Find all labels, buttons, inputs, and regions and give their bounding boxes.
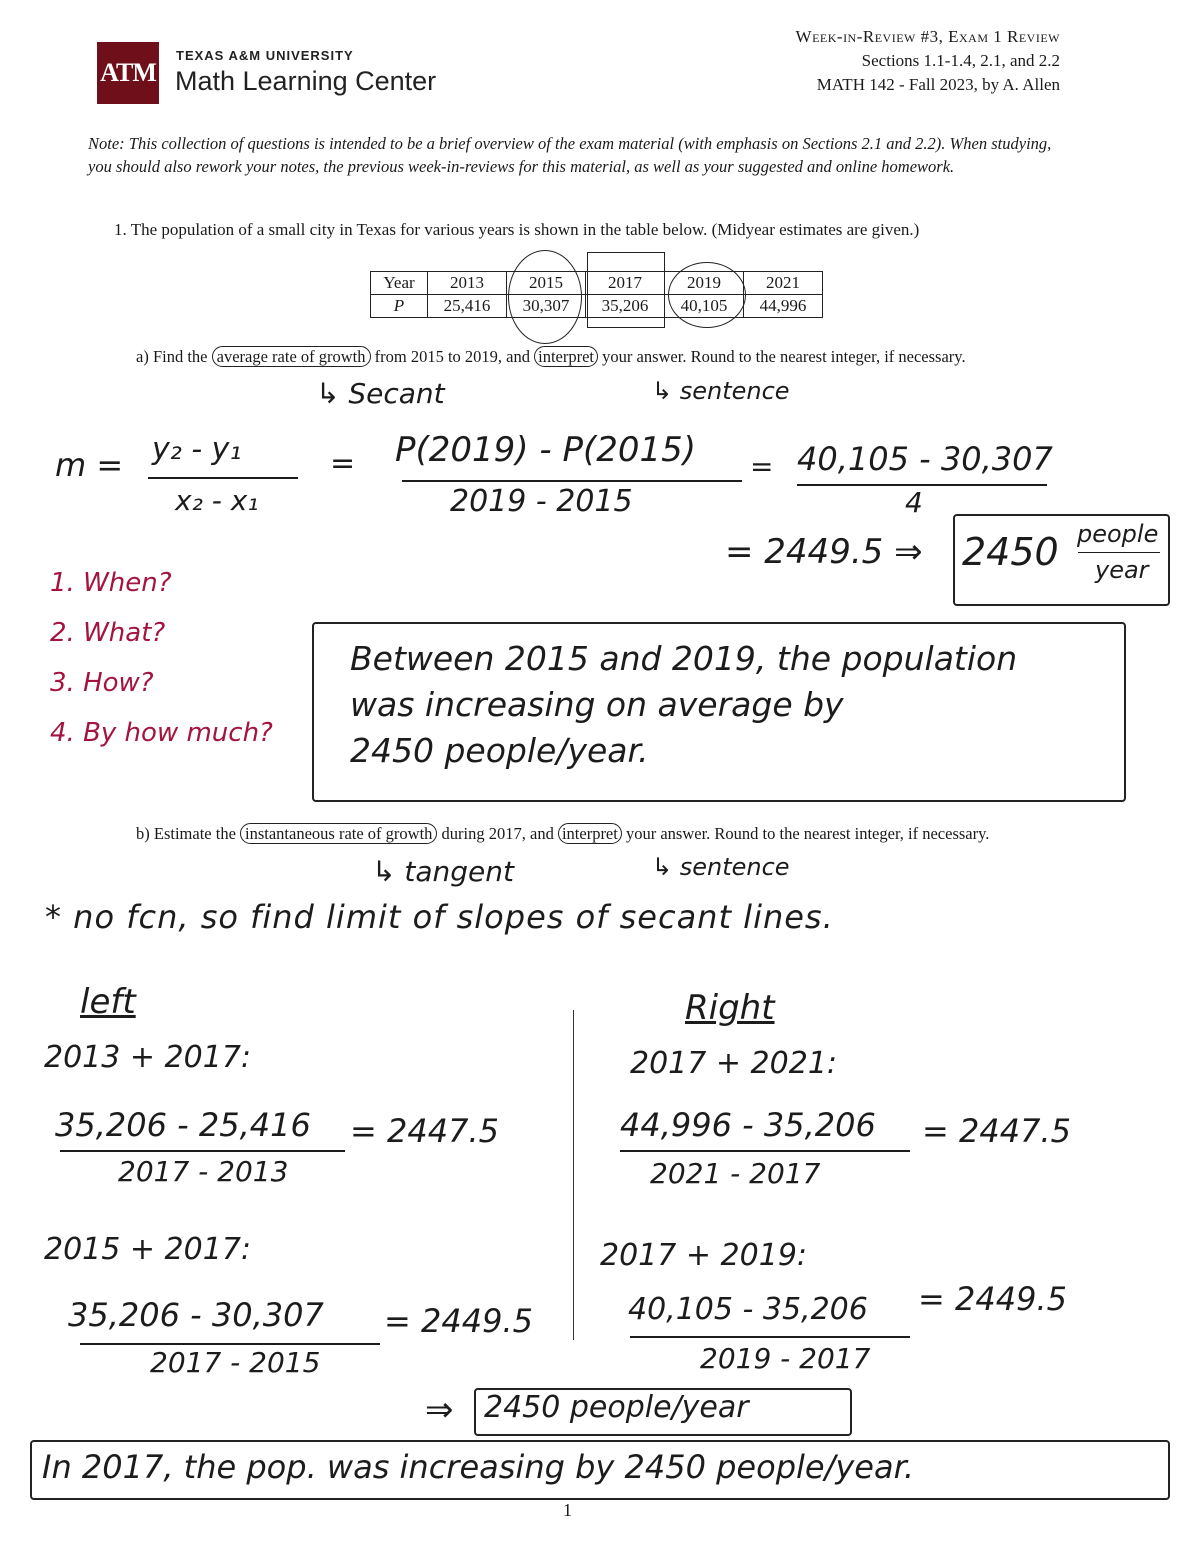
p-numerator: P(2019) - P(2015) [395, 430, 697, 470]
interpretation-line: Between 2015 and 2019, the population [350, 639, 1018, 678]
fraction-bar [402, 480, 742, 482]
table-cell: 25,416 [428, 295, 507, 318]
right-pair-1-numerator: 44,996 - 35,206 [620, 1106, 876, 1144]
fraction-bar [1078, 552, 1160, 553]
left-heading: left [80, 982, 136, 1022]
formula-m: m = [55, 446, 124, 484]
circled-interpret: interpret [558, 823, 622, 844]
units-bottom: year [1095, 556, 1149, 584]
table-cell: 2017 [586, 272, 665, 295]
left-pair-2-numerator: 35,206 - 30,307 [68, 1296, 324, 1334]
left-pair-2-label: 2015 + 2017: [44, 1232, 252, 1267]
table-cell: 2013 [428, 272, 507, 295]
left-pair-1-value: = 2447.5 [350, 1112, 499, 1150]
table-cell: 2019 [665, 272, 744, 295]
circle-2015-mark [508, 250, 582, 344]
left-pair-2-value: = 2449.5 [384, 1302, 533, 1340]
part-a-prompt-start: a) Find the [136, 347, 208, 366]
right-pair-1-value: = 2447.5 [922, 1112, 1071, 1150]
decimal-result: = 2449.5 ⇒ [725, 532, 923, 572]
part-b-prompt-mid: during 2017, and [441, 824, 554, 843]
interpretation-text [350, 636, 1017, 774]
column-divider [573, 1010, 574, 1340]
circled-instantaneous-rate: instantaneous rate of growth [240, 823, 437, 844]
right-pair-2-numerator: 40,105 - 35,206 [628, 1292, 868, 1327]
left-pair-1-label: 2013 + 2017: [44, 1040, 252, 1075]
right-pair-2-label: 2017 + 2019: [600, 1238, 808, 1273]
left-pair-1-denominator: 2017 - 2013 [118, 1155, 289, 1188]
review-title: Week-in-Review #3, Exam 1 Review [795, 27, 1060, 46]
circle-2019-mark [668, 262, 746, 328]
review-sections: Sections 1.1-1.4, 2.1, and 2.2 [861, 51, 1060, 70]
secant-limit-note: * no fcn, so find limit of slopes of secant lines. [45, 898, 834, 936]
table-cell: 40,105 [665, 295, 744, 318]
left-pair-2-denominator: 2017 - 2015 [150, 1346, 321, 1379]
formula-numerator: y₂ - y₁ [152, 432, 242, 467]
equals-sign: = [750, 450, 774, 483]
part-a-prompt [136, 346, 1066, 368]
p-label: P [371, 295, 428, 318]
right-pair-1-label: 2017 + 2021: [630, 1046, 838, 1081]
table-cell: 35,206 [586, 295, 665, 318]
right-pair-1-denominator: 2021 - 2017 [650, 1157, 821, 1190]
formula-denominator: x₂ - x₁ [175, 484, 259, 517]
tamu-logo: ATM [97, 42, 159, 104]
fraction-bar [148, 477, 298, 479]
instantaneous-answer: 2450 people/year [484, 1390, 749, 1425]
interpretation-checklist [50, 558, 273, 758]
right-pair-2-denominator: 2019 - 2017 [700, 1342, 871, 1375]
document-header [796, 25, 1060, 97]
table-cell: 2015 [507, 272, 586, 295]
question-1-text: 1. The population of a small city in Texas for various years is shown in the table below. (Midyear estimates are given.) [114, 220, 920, 239]
secant-note: ↳ Secant [316, 377, 445, 410]
units-top: people [1077, 520, 1159, 548]
right-heading: Right [685, 988, 775, 1028]
checklist-item: 4. By how much? [50, 718, 273, 748]
university-name: TEXAS A&M UNIVERSITY [176, 48, 354, 63]
fraction-bar [630, 1336, 910, 1338]
table-cell: 30,307 [507, 295, 586, 318]
left-pair-1-numerator: 35,206 - 25,416 [55, 1106, 311, 1144]
interpretation-line: 2450 people/year. [350, 731, 649, 770]
final-interpretation: In 2017, the pop. was increasing by 2450 people/year. [42, 1448, 914, 1486]
equals-sign: = [330, 446, 356, 481]
circled-average-rate: average rate of growth [212, 346, 371, 367]
fraction-bar [620, 1150, 910, 1152]
table-cell: 44,996 [744, 295, 823, 318]
course-info: MATH 142 - Fall 2023, by A. Allen [816, 75, 1060, 94]
year-label: Year [371, 272, 428, 295]
sentence-note: ↳ sentence [652, 853, 790, 881]
intro-note: Note: This collection of questions is intended to be a brief overview of the exam material (with emphasis on Sections 2.1 and 2.2). When studying, you should also rework your notes, the previous week-in-reviews for this material, as well as your suggested and online homework. [88, 134, 1052, 176]
circled-interpret: interpret [534, 346, 598, 367]
interpretation-line: was increasing on average by [350, 685, 844, 724]
answer-value: 2450 [962, 530, 1059, 574]
checklist-item: 3. How? [50, 668, 154, 698]
values-numerator: 40,105 - 30,307 [797, 440, 1053, 478]
page-number: 1 [563, 1500, 572, 1520]
center-name: Math Learning Center [175, 66, 437, 96]
fraction-bar [60, 1150, 345, 1152]
sentence-note: ↳ sentence [652, 377, 790, 405]
box-2017-mark [587, 252, 665, 328]
part-b-prompt-end: your answer. Round to the nearest integer, if necessary. [625, 824, 990, 843]
implies-arrow: ⇒ [425, 1390, 454, 1430]
p-denominator: 2019 - 2015 [450, 484, 633, 519]
part-a-prompt-end: your answer. Round to the nearest integer, if necessary. [602, 347, 966, 366]
tangent-note: ↳ tangent [372, 855, 514, 888]
values-denominator: 4 [905, 486, 923, 519]
table-cell: 2021 [744, 272, 823, 295]
part-b-prompt-start: b) Estimate the [136, 824, 236, 843]
checklist-item: 2. What? [50, 618, 166, 648]
part-a-prompt-mid: from 2015 to 2019, and [374, 347, 530, 366]
right-pair-2-value: = 2449.5 [918, 1280, 1067, 1318]
fraction-bar [80, 1343, 380, 1345]
part-b-prompt [136, 823, 1066, 845]
checklist-item: 1. When? [50, 568, 172, 598]
